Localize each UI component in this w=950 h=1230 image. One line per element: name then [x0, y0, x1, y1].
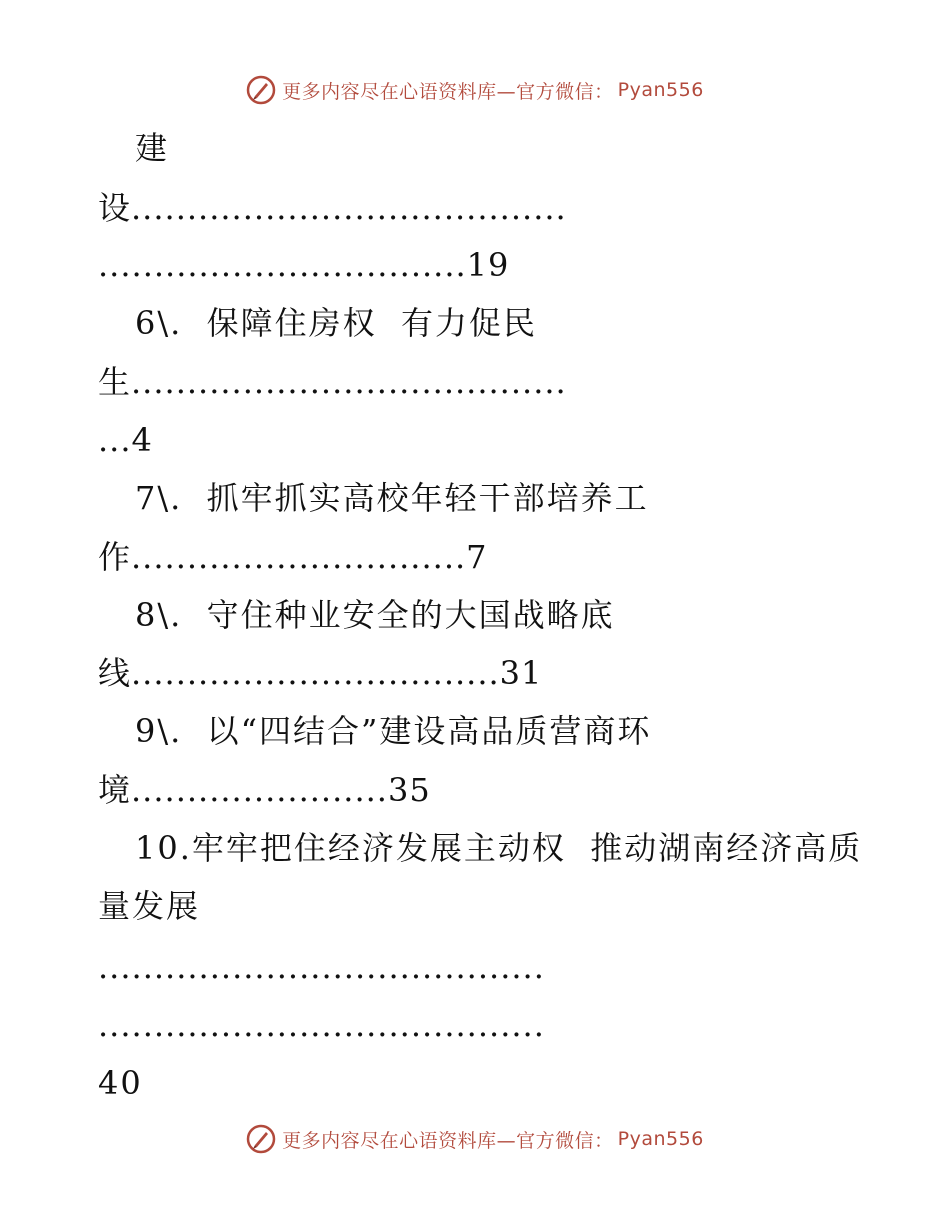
toc-line-3: .................................19 [98, 246, 510, 284]
toc-line-10: 线.................................31 [98, 654, 543, 692]
toc-line-17: 40 [98, 1064, 143, 1102]
toc-line-6: ...4 [98, 421, 153, 459]
toc-entry-10-title: 10.牢牢把住经济发展主动权 推动湖南经济高质 [135, 829, 863, 867]
toc-line-14: 量发展 [98, 887, 201, 925]
toc-entry-8-title: 8\. 守住种业安全的大国战略底 [135, 596, 615, 634]
toc-line-15: ........................................ [98, 948, 545, 986]
toc-entry-9-title: 9\. 以“四结合”建设高品质营商环 [135, 712, 652, 750]
header-banner-text: 更多内容尽在心语资料库—官方微信： [282, 80, 614, 103]
header-banner [0, 70, 950, 110]
header-wechat-id: Pyan556 [617, 79, 704, 101]
footer-banner-text: 更多内容尽在心语资料库—官方微信： [282, 1129, 614, 1152]
quill-logo-icon [246, 75, 276, 105]
toc-line-16: ........................................ [98, 1006, 545, 1044]
footer-wechat-id: Pyan556 [617, 1128, 704, 1150]
toc-entry-6-title: 6\. 保障住房权 有力促民 [135, 304, 538, 342]
toc-line-5: 生....................................... [98, 363, 567, 401]
toc-line-1: 建 [135, 129, 170, 167]
toc-line-2: 设....................................... [98, 189, 567, 227]
quill-logo-icon [246, 1124, 276, 1154]
toc-line-8: 作..............................7 [98, 538, 488, 576]
footer-banner [0, 1119, 950, 1159]
toc-line-12: 境.......................35 [98, 771, 431, 809]
toc-entry-7-title: 7\. 抓牢抓实高校年轻干部培养工 [135, 479, 649, 517]
